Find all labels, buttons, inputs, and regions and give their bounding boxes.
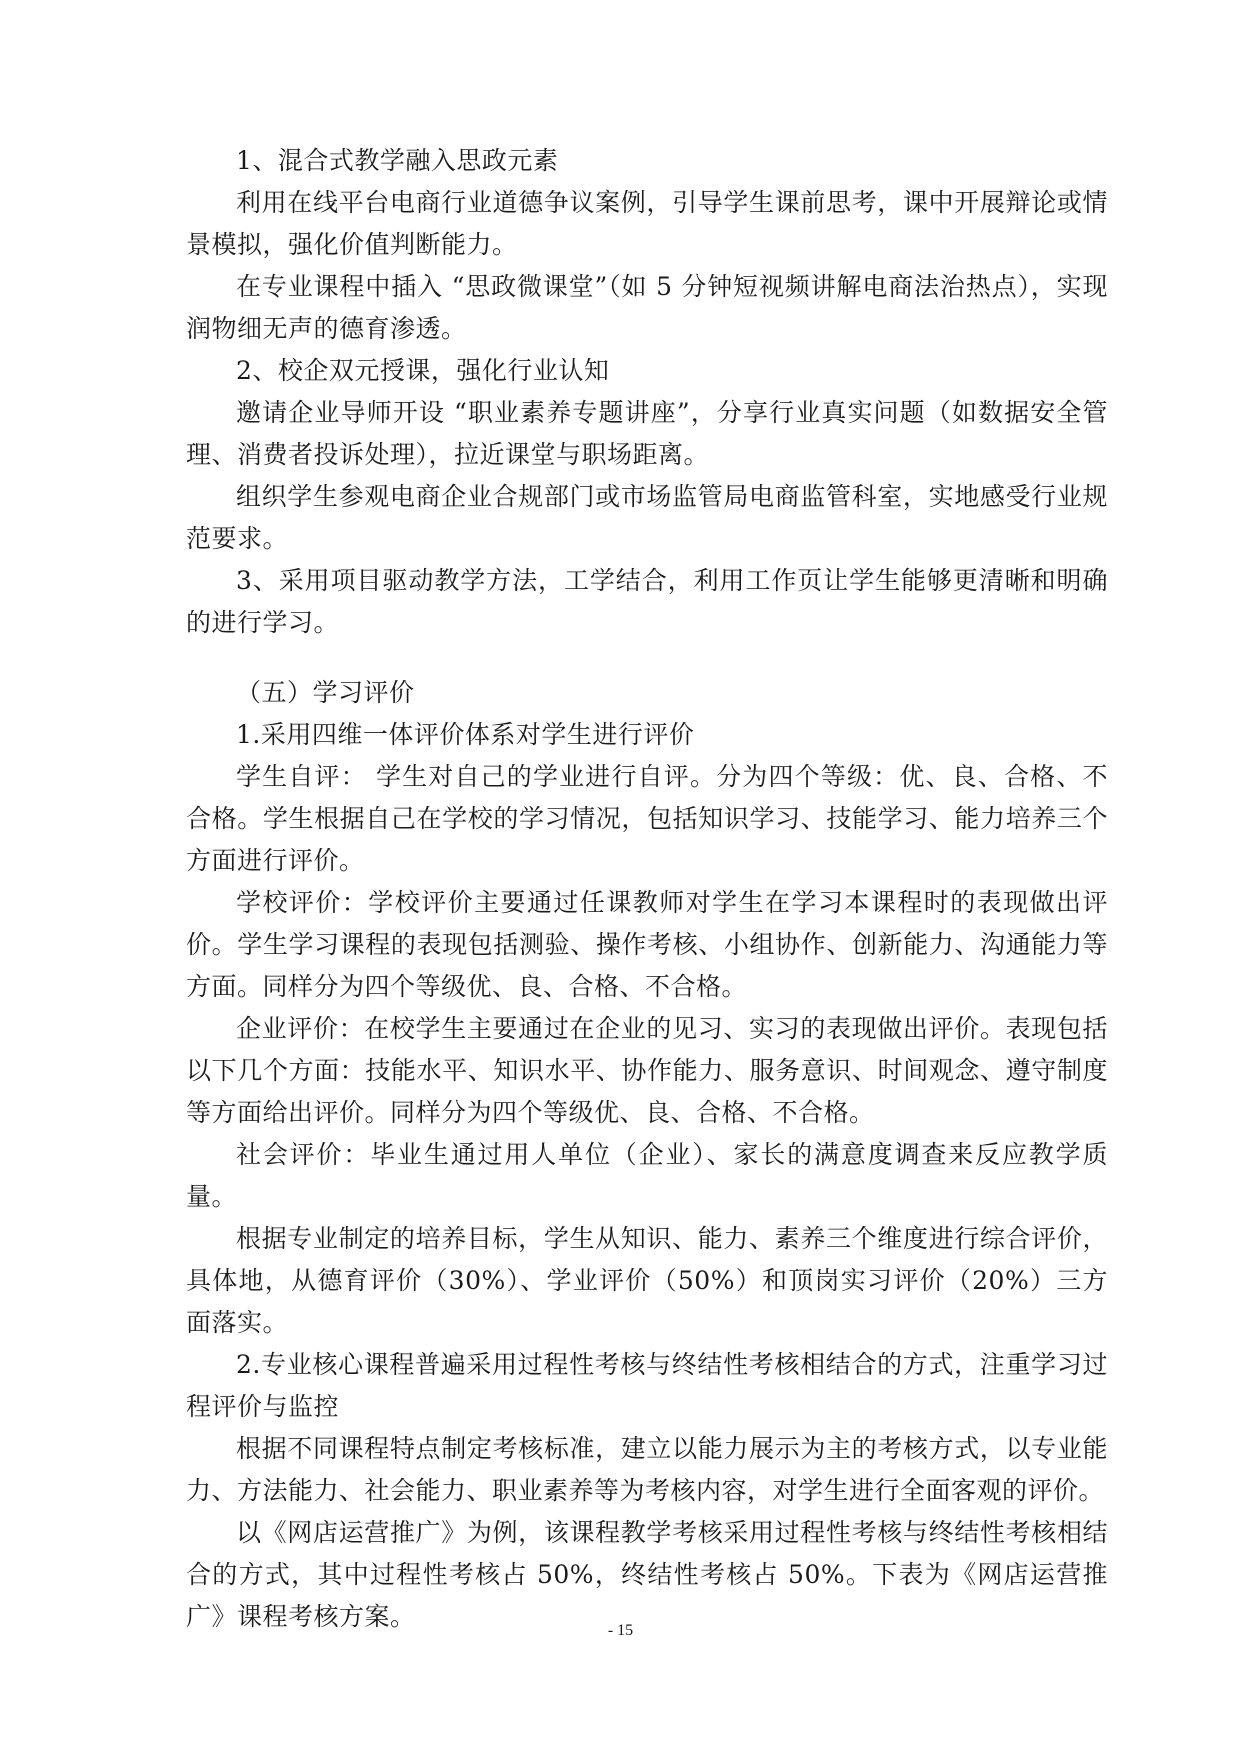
paragraph-micro-class: 在专业课程中插入 “思政微课堂”（如 5 分钟短视频讲解电商法治热点），实现润物细无声的德育渗透。 <box>186 272 1108 343</box>
paragraph-course-example: 以《网店运营推广》为例，该课程教学考核采用过程性考核与终结性考核相结合的方式，其中过程性考核占 50%，终结性考核占 50%。下表为《网店运营推广》课程考核方案。 <box>186 1518 1108 1631</box>
paragraph-enterprise-evaluation: 企业评价：在校学生主要通过在企业的见习、实习的表现做出评价。表现包括以下几个方面：技能水平、知识水平、协作能力、服务意识、时间观念、遵守制度等方面给出评价。同样分为四个等级优、良、合格、不合格。 <box>186 1014 1108 1127</box>
document-body <box>186 140 1108 1638</box>
paragraph-assessment-standards: 根据不同课程特点制定考核标准，建立以能力展示为主的考核方式，以专业能力、方法能力、社会能力、职业素养等为考核内容，对学生进行全面客观的评价。 <box>186 1434 1108 1505</box>
paragraph-comprehensive-evaluation: 根据专业制定的培养目标，学生从知识、能力、素养三个维度进行综合评价，具体地，从德育评价（30%）、学业评价（50%）和顶岗实习评价（20%）三方面落实。 <box>186 1224 1108 1337</box>
heading-school-enterprise: 2、校企双元授课，强化行业认知 <box>236 356 610 385</box>
heading-project-driven: 3、采用项目驱动教学方法，工学结合，利用工作页让学生能够更清晰和明确的进行学习。 <box>186 566 1108 637</box>
subheading-core-course-assessment: 2.专业核心课程普遍采用过程性考核与终结性考核相结合的方式，注重学习过程评价与监控 <box>186 1350 1108 1421</box>
page-number: - 15 <box>607 1622 634 1639</box>
paragraph-school-evaluation: 学校评价：学校评价主要通过任课教师对学生在学习本课程时的表现做出评价。学生学习课程的表现包括测验、操作考核、小组协作、创新能力、沟通能力等方面。同样分为四个等级优、良、合格、不合格。 <box>186 888 1108 1001</box>
paragraph-online-platform: 利用在线平台电商行业道德争议案例，引导学生课前思考，课中开展辩论或情景模拟，强化价值判断能力。 <box>186 188 1108 259</box>
paragraph-social-evaluation: 社会评价：毕业生通过用人单位（企业）、家长的满意度调查来反应教学质量。 <box>186 1140 1108 1211</box>
section-gap <box>186 644 1108 672</box>
paragraph-self-evaluation: 学生自评： 学生对自己的学业进行自评。分为四个等级：优、良、合格、不合格。学生根据自己在学校的学习情况，包括知识学习、技能学习、能力培养三个方面进行评价。 <box>186 762 1108 875</box>
subheading-four-dimension: 1.采用四维一体评价体系对学生进行评价 <box>236 720 695 749</box>
paragraph-visit-enterprise: 组织学生参观电商企业合规部门或市场监管局电商监管科室，实地感受行业规范要求。 <box>186 482 1108 553</box>
paragraph-enterprise-mentor: 邀请企业导师开设 “职业素养专题讲座”，分享行业真实问题（如数据安全管理、消费者投诉处理），拉近课堂与职场距离。 <box>186 398 1108 469</box>
heading-blended-teaching: 1、混合式教学融入思政元素 <box>236 146 559 175</box>
section-title-learning-evaluation: （五）学习评价 <box>236 678 415 707</box>
